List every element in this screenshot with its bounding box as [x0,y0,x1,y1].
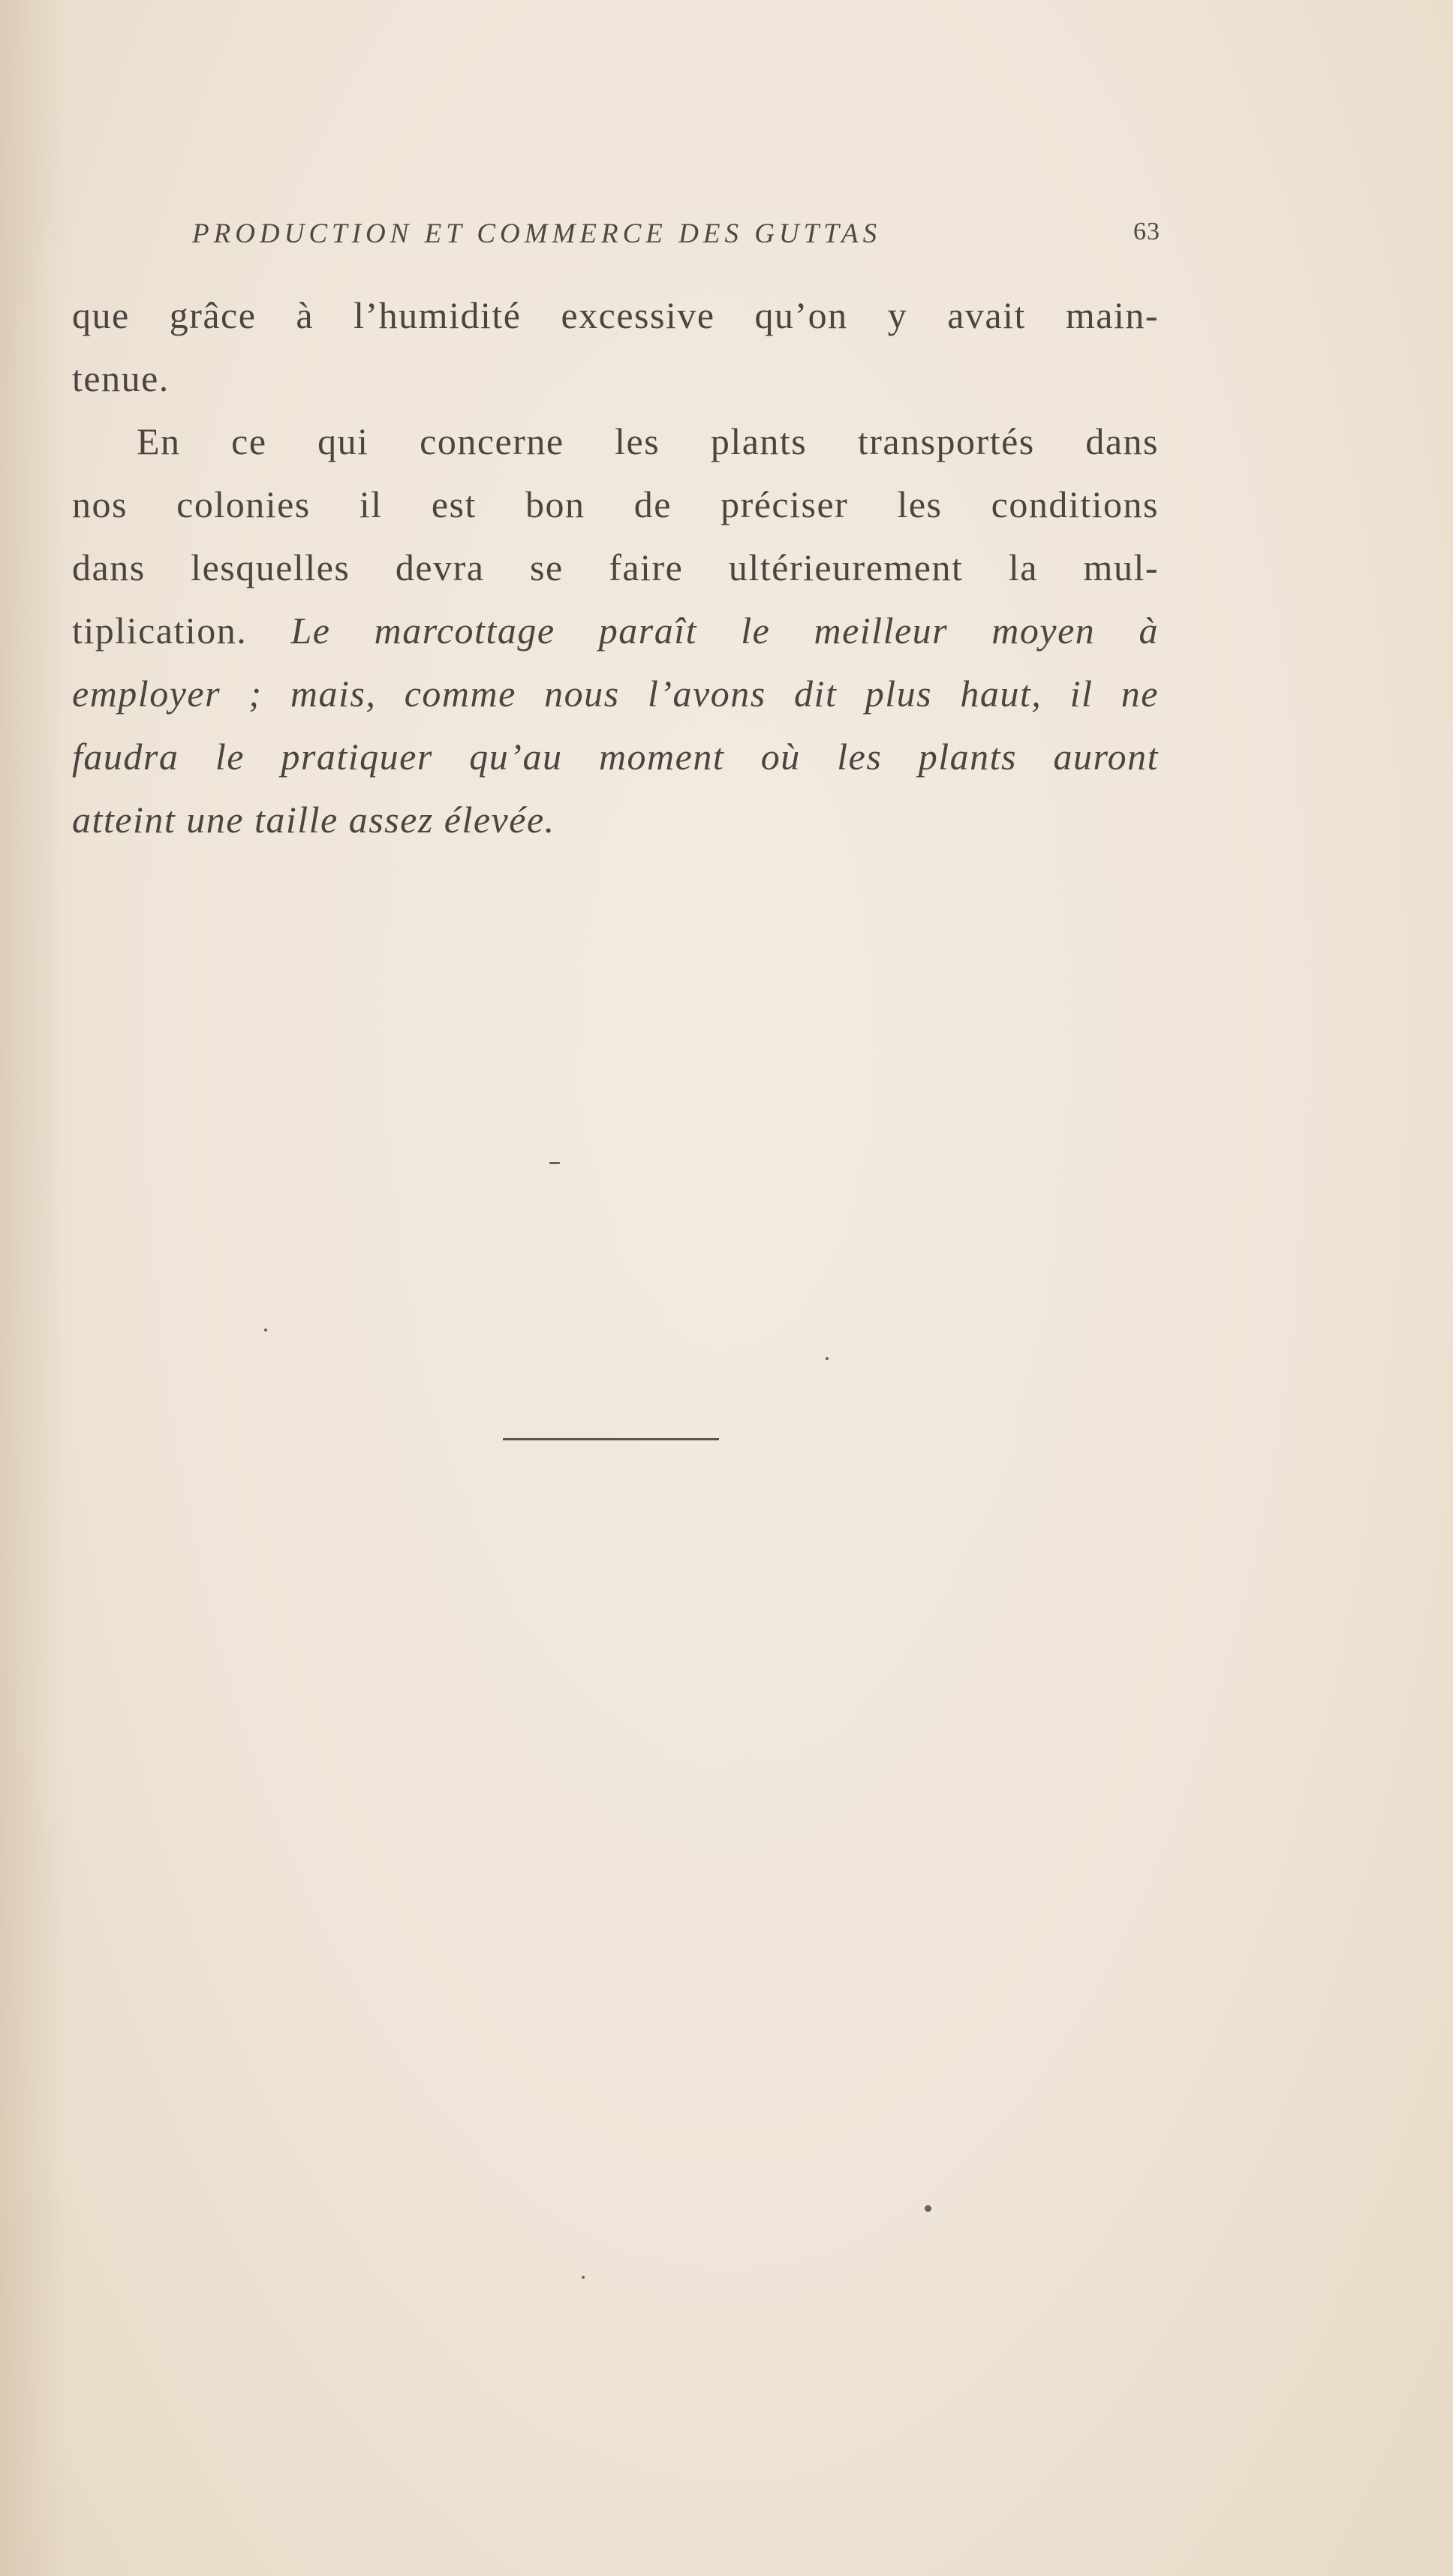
paragraph-2-line-6: faudra le pratiquer qu’au moment où les plants auront [72,736,1159,778]
paragraph-1-line-2: tenue. [72,357,170,399]
paragraph-2-line-3: dans lesquelles devra se faire ultérieurement la mul- [72,546,1159,588]
paragraph-2-line-4-roman: tiplication. [72,609,248,652]
page-number: 63 [1133,218,1160,245]
paragraph-2-line-1: En ce qui concerne les plants transportés dans [137,420,1159,462]
paper-speck [582,2276,585,2279]
section-end-rule [503,1438,719,1440]
paragraph-2-line-2: nos colonies il est bon de préciser les conditions [72,483,1159,525]
paper-speck [549,1162,560,1164]
paper-speck [826,1357,829,1360]
paper-speck [925,2205,931,2212]
paragraph-2-line-7: atteint une taille assez élevée. [72,799,555,841]
page-binding-shadow [0,0,68,2576]
body-text [72,284,1159,851]
running-head-title: PRODUCTION ET COMMERCE DES GUTTAS [192,218,882,249]
paragraph-2-line-4 [72,599,1159,662]
paragraph-2-line-4-italic: Le marcottage paraît le meilleur moyen à [290,609,1160,652]
running-head [192,218,1160,255]
paragraph-1-line-1: que grâce à l’humidité excessive qu’on y avait main- [72,294,1159,336]
paragraph-2-line-5: employer ; mais, comme nous l’avons dit plus haut, il ne [72,673,1159,715]
paper-speck [264,1329,267,1332]
